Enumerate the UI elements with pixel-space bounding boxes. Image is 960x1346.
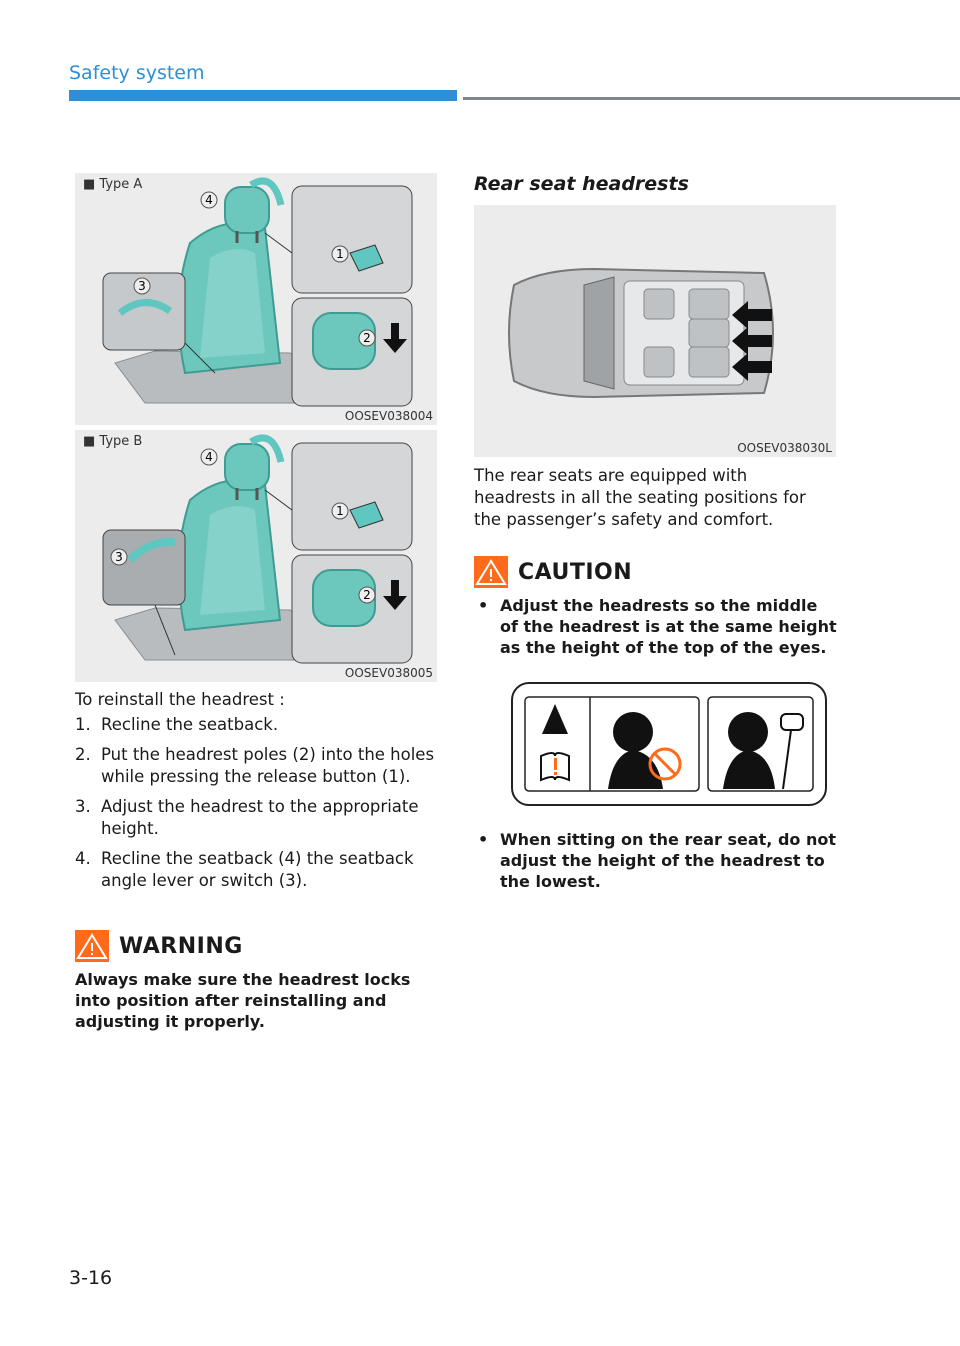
page-number: 3-16 [69, 1267, 113, 1289]
list-item: 1. Recline the seatback. [75, 715, 279, 734]
callout-number: 1 [336, 247, 344, 261]
rear-section-text: The rear seats are equipped with headrests in all the seating positions for the passenger’s safety and comfort. [474, 466, 806, 529]
figure-type-label: ■ Type A [83, 177, 143, 192]
header-accent-bar [69, 90, 457, 101]
seat-illustration-type-b [75, 430, 437, 682]
callout-number: 2 [363, 588, 371, 602]
callout-number: 4 [205, 450, 213, 464]
figure-type-b [75, 430, 437, 682]
figure-code: OOSEV038030L [737, 441, 832, 455]
caution-heading [474, 556, 632, 588]
warning-icon [474, 556, 508, 588]
list-item: 2. Put the headrest poles (2) into the holes while pressing the release button (1). [75, 745, 435, 786]
header-rule [463, 97, 960, 100]
figure-code: OOSEV038004 [344, 409, 433, 423]
warning-icon [75, 930, 109, 962]
reinstall-intro: To reinstall the headrest : [75, 690, 285, 709]
callout-number: 2 [363, 331, 371, 345]
figure-rear-seats [474, 205, 836, 457]
callout-number: 4 [205, 193, 213, 207]
headrest-position-pictogram [511, 682, 827, 806]
warning-heading [75, 930, 243, 962]
list-item: 3. Adjust the headrest to the appropriate height. [75, 797, 419, 838]
section-header-title: Safety system [69, 62, 205, 84]
rear-section-title: Rear seat headrests [474, 173, 689, 195]
figure-code: OOSEV038005 [344, 666, 433, 680]
reinstall-steps [75, 714, 440, 900]
seat-illustration-type-a [75, 173, 437, 425]
warning-label: WARNING [119, 933, 243, 959]
figure-type-a [75, 173, 437, 425]
car-top-view-illustration [474, 205, 836, 457]
callout-number: 3 [115, 550, 123, 564]
callout-number: 1 [336, 504, 344, 518]
warning-text: Always make sure the headrest locks into position after reinstalling and adjusting it properly. [75, 970, 411, 1031]
caution-bullet: • When sitting on the rear seat, do not adjust the height of the headrest to the lowest. [478, 830, 836, 891]
figure-type-label: ■ Type B [83, 434, 143, 449]
caution-bullet: • Adjust the headrests so the middle of the headrest is at the same height as the height of the top of the eyes. [478, 596, 837, 657]
callout-number: 3 [138, 279, 146, 293]
list-item: 4. Recline the seatback (4) the seatback angle lever or switch (3). [75, 849, 414, 890]
caution-label: CAUTION [518, 559, 633, 585]
